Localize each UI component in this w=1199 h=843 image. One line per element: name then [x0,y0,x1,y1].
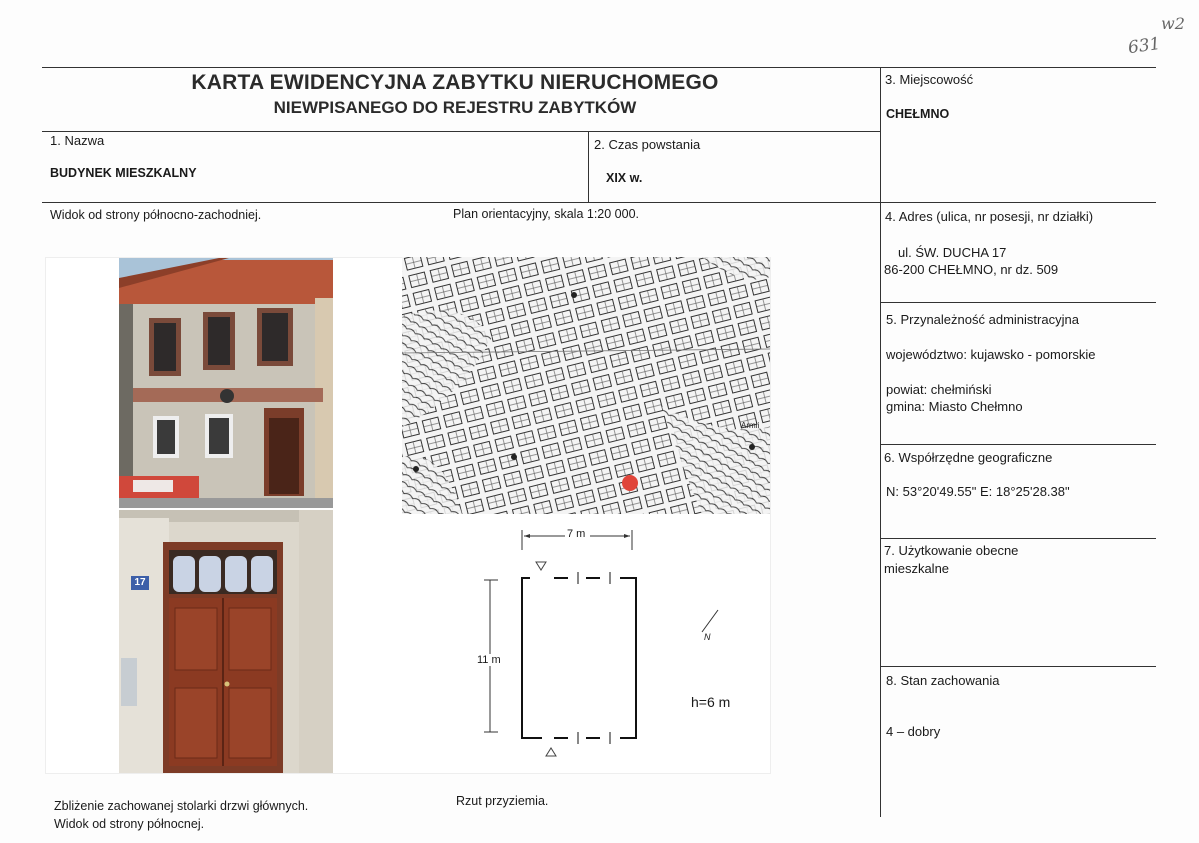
field1-value: BUDYNEK MIESZKALNY [50,166,197,180]
field8-label: 8. Stan zachowania [886,673,1000,688]
rule-usage-bottom [880,666,1156,667]
facade-photo [119,258,333,508]
field5-label: 5. Przynależność administracyjna [886,312,1079,327]
field4-label: 4. Adres (ulica, nr posesji, nr działki) [885,209,1094,224]
plan-length-label: 11 m [477,654,501,666]
field5-powiat: powiat: chełmiński [886,382,992,397]
rule-adres-bottom [880,302,1156,303]
field4-address-line1: ul. ŚW. DUCHA 17 [898,245,1007,260]
field2-value: XIX w. [606,171,643,185]
location-marker [622,475,638,491]
field8-value: 4 – dobry [886,724,941,739]
rule-name-bottom [42,202,1156,203]
divider-name-date [588,131,589,202]
field5-wojewodztwo: województwo: kujawsko - pomorskie [886,347,1096,362]
caption-closeup-line2: Widok od strony północnej. [54,817,205,831]
caption-groundplan: Rzut przyziemia. [456,794,549,808]
ground-floor-plan [470,520,770,770]
map-street-label: Armii [741,421,760,430]
field3-value: CHEŁMNO [886,107,950,121]
field6-label: 6. Współrzędne geograficzne [884,450,1053,465]
page-subtitle: NIEWPISANEGO DO REJESTRU ZABYTKÓW [273,98,637,117]
plan-height-label: h=6 m [691,694,731,710]
field5-gmina: gmina: Miasto Chełmno [886,399,1023,414]
rule-admin-bottom [880,444,1156,445]
plan-width-label: 7 m [567,528,586,540]
handwritten-number: 631 [1126,33,1162,59]
divider-right-column [880,67,881,817]
north-arrow-label: N [704,632,711,642]
house-number-plate: 17 [134,577,146,588]
page-title: KARTA EWIDENCYJNA ZABYTKU NIERUCHOMEGO [191,71,719,94]
field1-label: 1. Nazwa [50,133,105,148]
rule-title-bottom [42,131,880,132]
rule-top [42,67,1156,68]
door-photo [119,510,333,773]
handwritten-note: w2 [1161,14,1185,33]
rule-coords-bottom [880,538,1156,539]
caption-view: Widok od strony północno-zachodniej. [50,208,262,222]
field6-coordinates: N: 53°20'49.55" E: 18°25'28.38" [886,484,1070,499]
field7-label: 7. Użytkowanie obecne [884,543,1019,558]
field4-address-line2: 86-200 CHEŁMNO, nr dz. 509 [884,262,1059,277]
caption-plan: Plan orientacyjny, skala 1:20 000. [453,207,639,221]
field7-value: mieszkalne [884,561,950,576]
field2-label: 2. Czas powstania [594,137,701,152]
orientation-map [402,257,770,514]
caption-closeup-line1: Zbliżenie zachowanej stolarki drzwi głównych. [54,799,309,813]
field3-label: 3. Miejscowość [885,72,974,87]
